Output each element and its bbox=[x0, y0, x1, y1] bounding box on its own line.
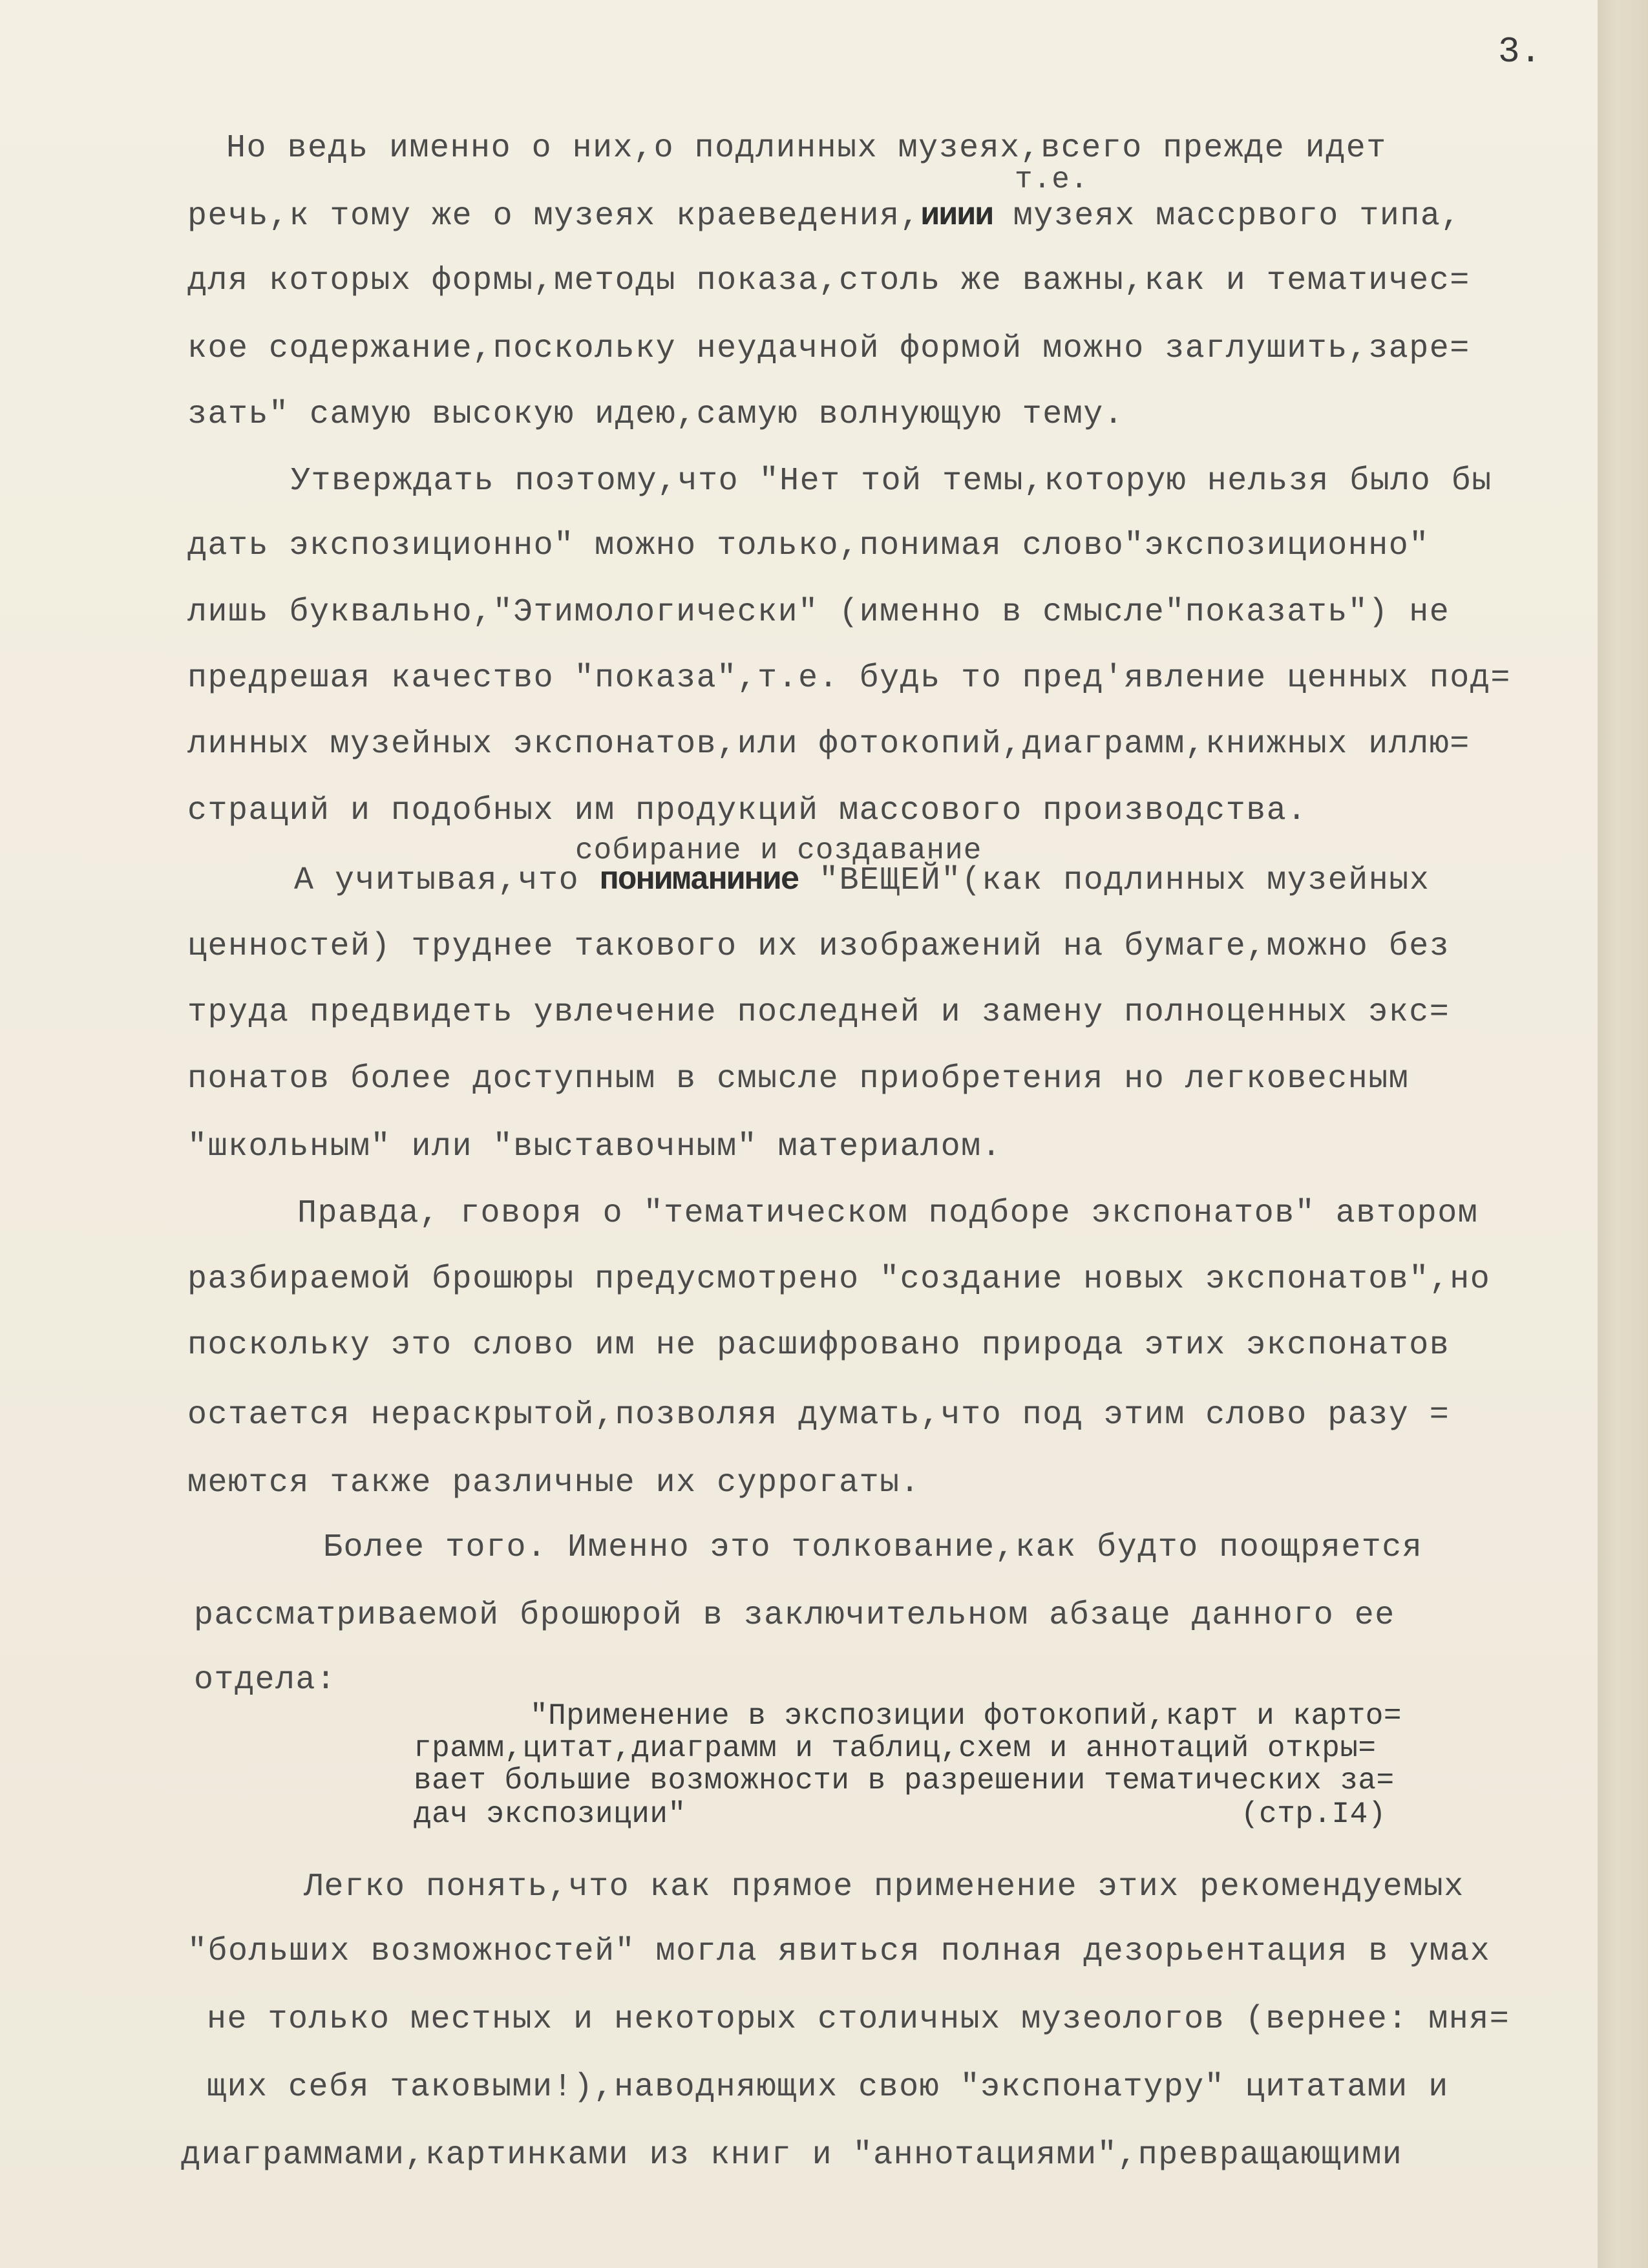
paragraph-2-line-1: Утверждать поэтому,что "Нет той темы,которую нельзя было бы bbox=[291, 463, 1492, 500]
paragraph-6-line-2: "больших возможностей" могла явиться полная дезорьентация в умах bbox=[187, 1933, 1491, 1970]
quote-line-3: вает большие возможности в разрешении тематических за= bbox=[414, 1764, 1395, 1797]
paragraph-4-line-3: поскольку это слово им не расшифровано природа этих экспонатов bbox=[187, 1327, 1450, 1364]
paragraph-2-line-4: предрешая качество "показа",т.е. будь то пред'явление ценных под= bbox=[187, 660, 1511, 697]
paragraph-5-line-2: рассматриваемой брошюрой в заключительном абзаце данного ее bbox=[194, 1597, 1395, 1634]
paragraph-2-line-6: страций и подобных им продукций массового производства. bbox=[187, 792, 1307, 829]
paragraph-1-line-2-end: музеях массрвого типа, bbox=[1013, 198, 1461, 235]
paragraph-3-line-1-end: "ВЕЩЕЙ"(как подлинных музейных bbox=[819, 862, 1430, 899]
paragraph-1-line-4: кое содержание,поскольку неудачной формой можно заглушить,заре= bbox=[187, 330, 1470, 367]
paragraph-3-line-1 bbox=[294, 862, 1430, 900]
paragraph-5-line-1: Более того. Именно это толкование,как будто поощряется bbox=[323, 1529, 1423, 1566]
paragraph-1-line-1: Но ведь именно о них,о подлинных музеях,всего прежде идет bbox=[226, 130, 1387, 167]
insert-sobiranie: собирание и создавание bbox=[575, 834, 982, 867]
struck-word-1: ииии bbox=[920, 198, 993, 235]
paragraph-1-line-2-text: к тому же о музеях краеведения, bbox=[289, 198, 921, 235]
insert-te: т.е. bbox=[1015, 163, 1089, 196]
paragraph-1-line-3: для которых формы,методы показа,столь же важны,как и тематичес= bbox=[187, 262, 1470, 299]
paragraph-3-line-3: труда предвидеть увлечение последней и замену полноценных экс= bbox=[187, 994, 1450, 1031]
paragraph-1-line-2-start: речь, bbox=[187, 198, 290, 235]
quote-line-2: грамм,цитат,диаграмм и таблиц,схем и аннотаций откры= bbox=[414, 1732, 1377, 1765]
paragraph-6-line-4: щих себя таковыми!),наводняющих свою "экспонатуру" цитатами и bbox=[207, 2069, 1449, 2106]
paper-edge bbox=[1598, 0, 1648, 2268]
paragraph-2-line-2: дать экспозиционно" можно только,понимая слово"экспозиционно" bbox=[187, 527, 1430, 564]
paragraph-1-line-5: зать" самую высокую идею,самую волнующую тему. bbox=[187, 396, 1125, 433]
quote-line-4: дач экспозиции" bbox=[414, 1797, 686, 1831]
paragraph-4-line-1: Правда, говоря о "тематическом подборе экспонатов" автором bbox=[297, 1195, 1479, 1232]
paragraph-4-line-5: меются также различные их суррогаты. bbox=[187, 1465, 921, 1501]
paragraph-5-line-3: отдела: bbox=[194, 1662, 337, 1699]
paragraph-3-line-5: "школьным" или "выставочным" материалом. bbox=[187, 1129, 1002, 1165]
struck-word-2: пониманиние bbox=[599, 862, 799, 899]
page-number: 3. bbox=[1498, 31, 1542, 72]
paragraph-6-line-1: Легко понять,что как прямое применение этих рекомендуемых bbox=[304, 1869, 1464, 1905]
paragraph-6-line-3: не только местных и некоторых столичных музеологов (вернее: мня= bbox=[207, 2001, 1510, 2038]
paragraph-3-line-4: понатов более доступным в смысле приобретения но легковесным bbox=[187, 1061, 1410, 1097]
paragraph-6-line-5: диаграммами,картинками из книг и "аннотациями",превращающими bbox=[181, 2137, 1403, 2174]
paragraph-2-line-3: лишь буквально,"Этимологически" (именно в смысле"показать") не bbox=[187, 594, 1450, 631]
quote-page-reference: (стр.I4) bbox=[1241, 1797, 1386, 1831]
paragraph-2-line-5: линных музейных экспонатов,или фотокопий,диаграмм,книжных иллю= bbox=[187, 726, 1470, 763]
quote-line-1: "Применение в экспозиции фотокопий,карт и карто= bbox=[530, 1699, 1402, 1733]
paragraph-4-line-4: остается нераскрытой,позволяя думать,что под этим слово разу = bbox=[187, 1397, 1450, 1434]
paragraph-3-line-2: ценностей) труднее такового их изображений на бумаге,можно без bbox=[187, 928, 1450, 965]
paragraph-3-line-1-start: А учитывая,что bbox=[294, 862, 580, 899]
paragraph-4-line-2: разбираемой брошюры предусмотрено "создание новых экспонатов",но bbox=[187, 1261, 1491, 1298]
paragraph-1-line-2 bbox=[187, 197, 1461, 236]
